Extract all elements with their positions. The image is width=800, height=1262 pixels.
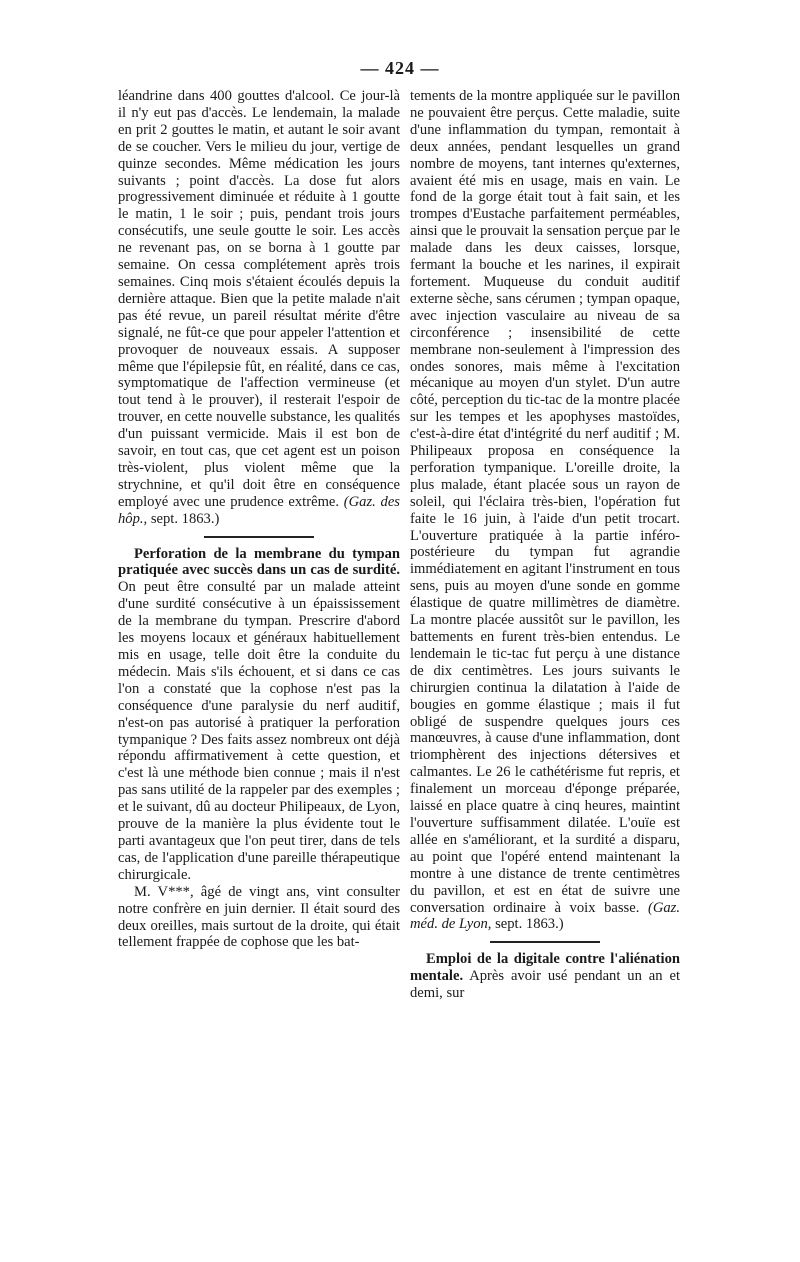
article-paragraph	[118, 546, 400, 884]
source-date: sept. 1863.)	[150, 510, 220, 527]
page-number: — 424 —	[360, 58, 440, 78]
article-body: Après avoir usé pendant un an et demi, sur	[410, 968, 681, 1002]
article-body: On peut être consulté par un malade atteint d'une surdité consécutive à un épaississement de la membrane du tympan. Prescrire d'abord les moyens locaux et généraux habituellement mis en usage, telle doit être la conduite du médecin. Mais s'ils échouent, et si dans ce cas l'on a constaté que la cophose n'est pas la conséquence d'une paralysie du nerf auditif, n'est-on pas autorisé à pratiquer la perforation tympanique ? Des faits assez nombreux ont déjà répondu affirmativement à cette question, et c'est là une méthode bien connue ; mais il n'est pas sans utilité de la rappeler par des exemples ; et le suivant, dû au docteur Philipeaux, de Lyon, prouve de la manière la plus évidente tout le parti avantageux que l'on peut tirer, dans de tels cas, de l'application d'une pareille thérapeutique chirurgicale.	[118, 579, 400, 883]
left-column	[118, 88, 400, 951]
section-divider	[490, 941, 600, 943]
article-paragraph	[118, 884, 400, 952]
article-heading: Perforation de la membrane du tympan pratiquée avec succès dans un cas de surdité.	[118, 545, 400, 579]
paragraph-text: tements de la montre appliquée sur le pavillon ne pouvaient être perçus. Cette maladie, suite d'une inflammation du tympan, remontait à deux années, pendant lesquelles un grand nombre de moyens, tant internes qu'externes, avaient été mis en usage, mais en vain. Le fond de la gorge était tout à fait sain, et les trompes d'Eustache parfaitement perméables, ainsi que le prouvait la sensation perçue par le malade dans les deux caisses, lorsque, fermant la bouche et les narines, il expirait fortement. Muqueuse du conduit auditif externe sèche, sans cérumen ; tympan opaque, avec injection vasculaire au niveau de sa circonférence ; insensibilité de cette membrane non-seulement à l'impression des ondes sonores, mais même à l'excitation mécanique au moyen d'un stylet. D'un autre côté, perception du tic-tac de la montre placée sur les tempes et les apophyses mastoïdes, c'est-à-dire état d'intégrité du nerf auditif ; M. Philipeaux proposa en conséquence la perforation tympanique. L'oreille droite, la plus malade, étant placée sous un rayon de soleil, qui l'éclaira très-bien, l'opération fut faite le 16 juin, à l'aide d'un petit trocart. L'ouverture pratiquée à la partie inféro-postérieure du tympan fut agrandie immédiatement en agitant l'instrument en tous sens, puis au moyen d'une sonde en gomme élastique de quatre millimètres de diamètre. La montre placée aussitôt sur le pavillon, les battements en furent très-bien entendus. Le lendemain le tic-tac fut perçu à une distance de dix centimètres. Les jours suivants le chirurgien continua la dilatation à l'aide de bougies en gomme élastique ; mais il fut obligé de suspendre quelques jours ces manœuvres, à cause d'une inflammation, dont triomphèrent des injections détersives et calmantes. Le 26 le cathétérisme fut repris, et finalement un morceau d'éponge préparée, laissé en place quatre à cinq heures, maintint l'ouverture suffisamment dilatée. L'ouïe est allée en s'améliorant, et la surdité a disparu, au point que l'opéré entend maintenant la montre à une distance de trente centimètres du pavillon, et est en état de suivre une conversation ordinaire à voix basse.	[410, 88, 680, 916]
source-citation: (Gaz. des hôp.,	[118, 493, 400, 527]
right-column	[410, 88, 680, 1002]
paragraph-text: léandrine dans 400 gouttes d'alcool. Ce jour-là il n'y eut pas d'accès. Le lendemain, la malade en prit 2 gouttes le matin, et autant le soir avant de se coucher. Vers le milieu du jour, vertige de quinze secondes. Même médication les jours suivants ; point d'accès. La dose fut alors progressivement diminuée et réduite à 1 goutte le matin, 1 le soir ; puis, pendant trois jours consécutifs, une seule goutte le soir. Les accès ne revenant pas, on se borna à 1 goutte par semaine. On cessa complétement après trois semaines. Cinq mois s'étaient écoulés depuis la dernière attaque. Bien que la petite malade n'ait pas été revue, un pareil résultat mérite d'être signalé, ne fût-ce que pour appeler l'attention et provoquer de nouveaux essais. A supposer même que l'épilepsie fût, en réalité, dans ce cas, symptomatique de l'affection vermineuse (et tout tend à le prouver), il resterait l'espoir de trouver, en cette nouvelle substance, les qualités d'un puissant vermicide. Mais il est bon de savoir, en tout cas, que cet agent est un poison très-violent, plus violent même que la strychnine, et qu'il doit être en conséquence employé avec une prudence extrême.	[118, 88, 400, 510]
source-date: sept. 1863.)	[495, 916, 564, 933]
article-body: M. V***, âgé de vingt ans, vint consulter notre confrère en juin dernier. Il était sourd des deux oreilles, mais surtout de la droite, qui était tellement frappée de cophose que les bat-	[118, 883, 400, 951]
paragraph	[410, 88, 680, 933]
article-heading: Emploi de la digitale contre l'aliénation mentale.	[410, 951, 680, 985]
source-citation: (Gaz. méd. de Lyon,	[410, 899, 680, 933]
section-divider	[204, 536, 314, 538]
article-paragraph	[410, 951, 680, 1002]
paragraph	[118, 88, 400, 528]
